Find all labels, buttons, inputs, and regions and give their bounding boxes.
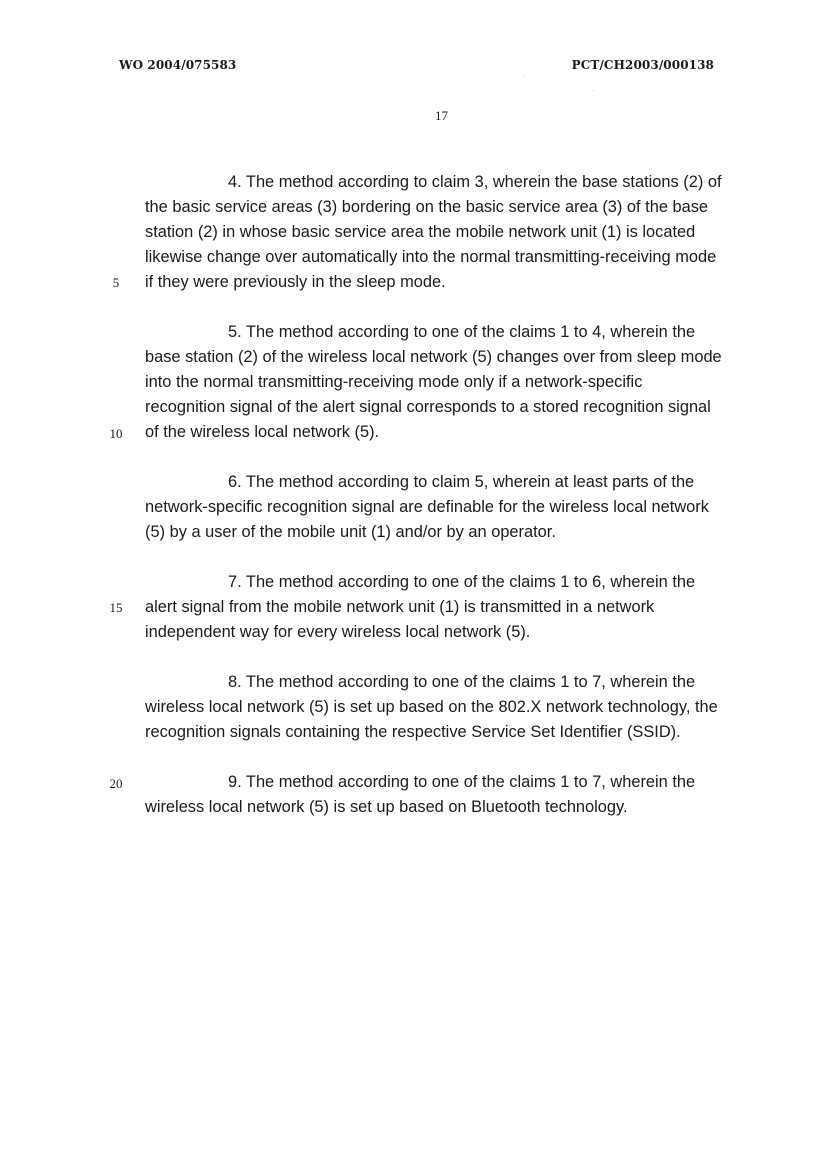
claim-7 (145, 570, 755, 645)
claim-9 (145, 770, 755, 820)
claim-line: the basic service areas (3) bordering on the basic service area (3) of the base (145, 198, 709, 216)
claim-line: 4. The method according to claim 3, wherein the base stations (2) of (228, 173, 722, 191)
claim-line: wireless local network (5) is set up based on Bluetooth technology. (145, 798, 628, 816)
claim-5 (145, 320, 755, 445)
line-number: 10 (109, 426, 123, 441)
claim-line: recognition signals containing the respective Service Set Identifier (SSID). (145, 723, 681, 741)
claim-line: 8. The method according to one of the claims 1 to 7, wherein the (228, 673, 696, 691)
claim-8 (145, 670, 755, 745)
claim-line: wireless local network (5) is set up based on the 802.X network technology, the (145, 698, 718, 716)
claim-line: base station (2) of the wireless local network (5) changes over from sleep mode (145, 348, 722, 366)
claim-line: 7. The method according to one of the claims 1 to 6, wherein the (228, 573, 696, 591)
claim-line: likewise change over automatically into the normal transmitting-receiving mode (145, 248, 717, 266)
page-number: 17 (435, 108, 448, 123)
claim-line: 6. The method according to claim 5, wherein at least parts of the (228, 473, 695, 491)
claim-line: if they were previously in the sleep mode. (145, 273, 446, 291)
claim-4 (145, 170, 755, 295)
publication-number: WO 2004/075583 (119, 58, 237, 72)
claim-line: independent way for every wireless local network (5). (145, 623, 531, 641)
line-number: 20 (109, 776, 123, 791)
line-number: 5 (112, 275, 120, 290)
scan-speck (524, 76, 525, 77)
claim-line: 5. The method according to one of the claims 1 to 4, wherein the (228, 323, 696, 341)
line-number: 15 (109, 600, 123, 615)
claim-line: into the normal transmitting-receiving mode only if a network-specific (145, 373, 643, 391)
claim-line: station (2) in whose basic service area the mobile network unit (1) is located (145, 223, 696, 241)
application-number: PCT/CH2003/000138 (571, 58, 714, 72)
claim-line: (5) by a user of the mobile unit (1) and/or by an operator. (145, 523, 556, 541)
claim-line: network-specific recognition signal are definable for the wireless local network (145, 498, 709, 516)
claim-line: recognition signal of the alert signal corresponds to a stored recognition signal (145, 398, 711, 416)
claim-line: alert signal from the mobile network unit (1) is transmitted in a network (145, 598, 655, 616)
claim-line: 9. The method according to one of the claims 1 to 7, wherein the (228, 773, 696, 791)
scan-speck (593, 90, 594, 91)
claim-line: of the wireless local network (5). (145, 423, 380, 441)
claim-6 (145, 470, 755, 545)
